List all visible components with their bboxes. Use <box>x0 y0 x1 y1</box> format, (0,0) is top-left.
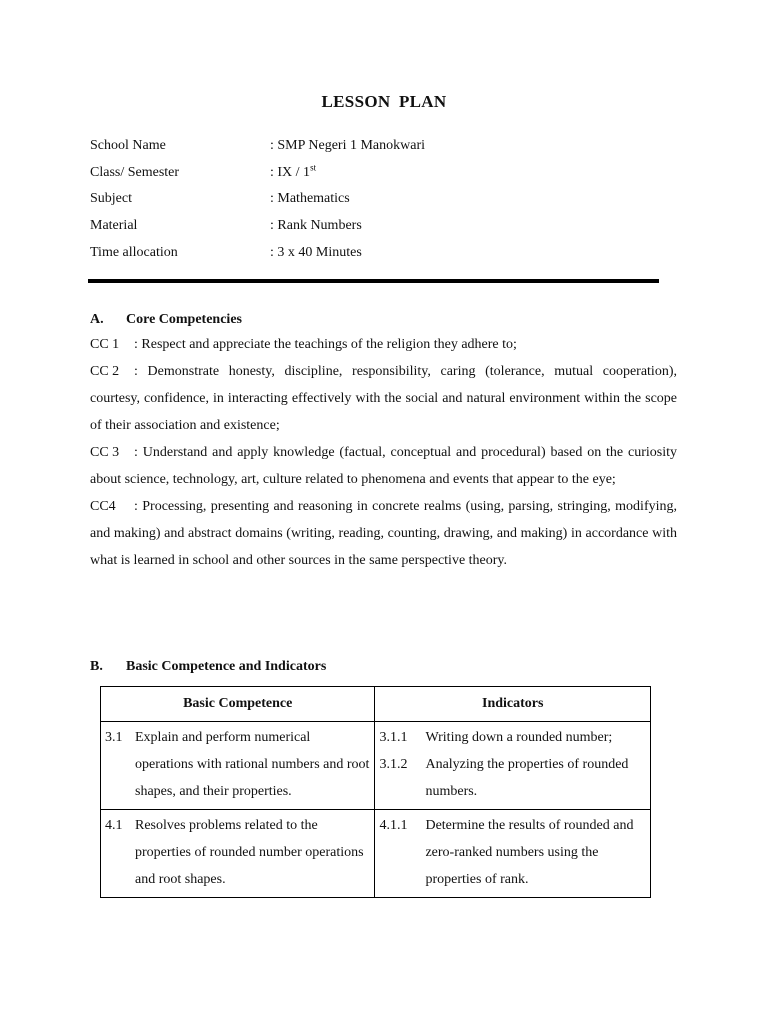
info-value: : 3 x 40 Minutes <box>270 244 362 260</box>
competency-text: : Processing, presenting and reasoning in concrete realms (using, parsing, stringing, modifying, and making) and abstract domains (writing, reading, counting, drawing, and making) in accordance with what is learned in school and other sources in the same perspective theory. <box>90 499 677 568</box>
competence-number: 4.1 <box>105 818 123 833</box>
header-divider <box>88 279 659 283</box>
indicator-text: Writing down a rounded number; <box>425 730 613 745</box>
indicator-number: 3.1.2 <box>379 757 408 772</box>
info-label: Subject <box>90 191 132 207</box>
competency-code: CC 1 <box>90 337 120 352</box>
info-value-superscript: st <box>310 162 317 173</box>
section-letter: A. <box>90 312 104 327</box>
competence-item <box>105 812 370 893</box>
competency-code: CC 3 <box>90 445 120 460</box>
competence-cell <box>101 722 375 810</box>
competency-code: CC 2 <box>90 364 120 379</box>
section-letter: B. <box>90 659 103 674</box>
competence-text: Resolves problems related to the properties of rounded number operations and root shapes. <box>135 818 364 887</box>
competence-table <box>100 686 651 898</box>
section-heading <box>90 656 677 678</box>
info-value: : Mathematics <box>270 191 350 207</box>
info-label: Material <box>90 218 138 234</box>
page-title: LESSON PLAN <box>321 92 447 111</box>
indicator-text: Determine the results of rounded and zero-ranked numbers using the properties of rank. <box>425 818 634 887</box>
competency-text: : Demonstrate honesty, discipline, responsibility, caring (tolerance, mutual cooperation), courtesy, confidence, in interacting effectively with the social and natural environment within the scope of their association and existence; <box>90 364 677 433</box>
competency-item <box>90 493 677 574</box>
info-row-material <box>90 216 670 243</box>
indicator-item <box>379 751 646 805</box>
indicator-item <box>379 724 646 751</box>
competency-text: : Understand and apply knowledge (factual, conceptual and procedural) based on the curiosity about science, technology, art, culture related to phenomena and events that appear to the eye; <box>90 445 677 487</box>
indicator-number: 4.1.1 <box>379 818 408 833</box>
competency-item <box>90 439 677 493</box>
info-label: Class/ Semester <box>90 164 180 180</box>
competency-item <box>90 358 677 439</box>
table-header-row <box>101 687 651 722</box>
core-competencies-section <box>90 309 677 574</box>
competency-item <box>90 331 677 358</box>
competence-number: 3.1 <box>105 730 123 745</box>
competence-cell <box>101 810 375 898</box>
lesson-info <box>90 136 670 269</box>
info-label: Time allocation <box>90 244 178 260</box>
info-row-school <box>90 136 670 163</box>
info-value: : IX / 1 <box>270 164 311 180</box>
basic-competence-section <box>90 656 677 678</box>
section-title: Core Competencies <box>126 312 242 327</box>
table-row <box>101 722 651 810</box>
table-row <box>101 810 651 898</box>
info-label: School Name <box>90 138 166 153</box>
competency-text: : Respect and appreciate the teachings of the religion they adhere to; <box>134 337 517 352</box>
column-header: Basic Competence <box>101 687 375 722</box>
column-header: Indicators <box>375 687 651 722</box>
section-heading <box>90 309 677 331</box>
info-row-class <box>90 163 670 190</box>
info-row-subject <box>90 189 670 216</box>
info-value: : Rank Numbers <box>270 218 362 234</box>
competence-text: Explain and perform numerical operations with rational numbers and root shapes, and their properties. <box>135 730 370 799</box>
indicator-text: Analyzing the properties of rounded numbers. <box>425 757 629 799</box>
indicator-item <box>379 812 646 893</box>
indicator-cell <box>375 810 651 898</box>
info-value-wrap <box>270 163 316 190</box>
indicator-cell <box>375 722 651 810</box>
info-value: : SMP Negeri 1 Manokwari <box>270 138 426 153</box>
indicator-number: 3.1.1 <box>379 730 408 745</box>
competence-item <box>105 724 370 805</box>
section-title: Basic Competence and Indicators <box>126 659 327 674</box>
info-row-time <box>90 243 670 270</box>
competency-code: CC4 <box>90 499 116 514</box>
